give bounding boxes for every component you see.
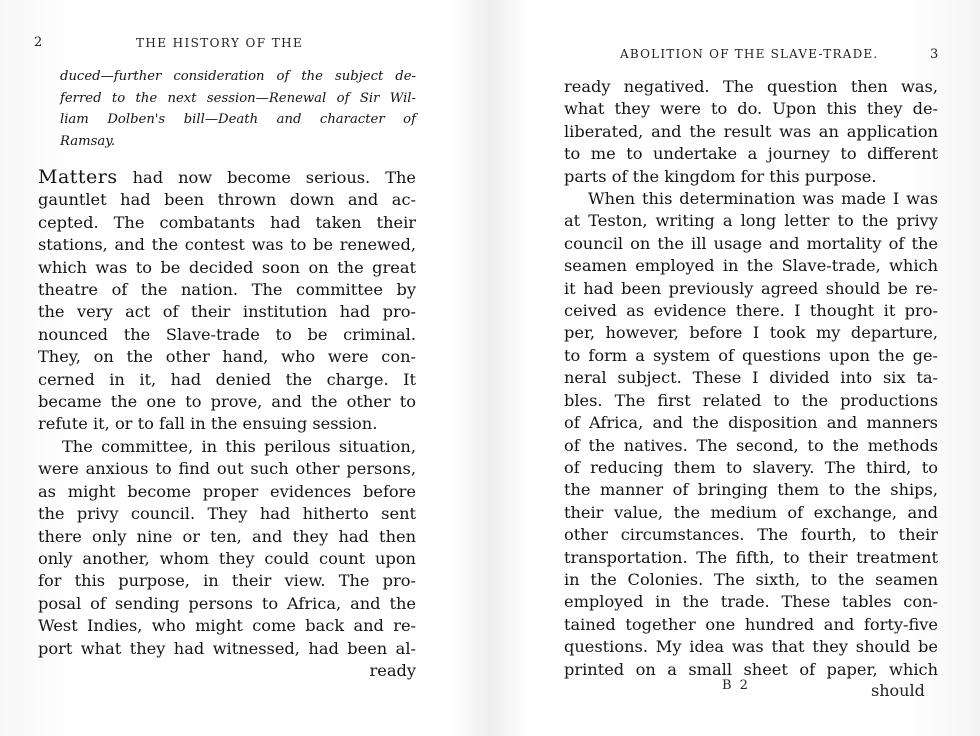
text-line: there only nine or ten, and they had then [38,526,416,546]
text-line: of the natives. The second, to the methods [564,435,938,455]
text-line: were anxious to find out such other persons, [38,459,416,479]
left-body-text [38,166,416,682]
text-line: council on the ill usage and mortality of the [564,233,938,253]
text-line: it had been previously agreed should be re- [564,278,938,298]
summary-line: liam Dolben's bill—Death and character of [60,112,416,127]
text-line: the manner of bringing them to the ships, [564,480,938,500]
catchword: ready [369,660,416,680]
summary-line: ferred to the next session—Renewal of Sir Wil- [60,90,416,106]
text-line: to form a system of questions upon the ge- [564,345,938,365]
text-line: per, however, before I took my departure, [564,323,938,343]
text-line: the privy council. They had hitherto sent [38,504,416,524]
text-line: cepted. The combatants had taken their [38,212,416,232]
text-line: The committee, in this perilous situation, [62,436,416,456]
text-line: refute it, or to fall in the ensuing session. [38,414,378,434]
text-line: became the one to prove, and the other to [38,392,416,412]
first-line-rest: had now become serious. The [117,168,416,187]
text-line: West Indies, who might come back and re- [38,616,416,636]
text-line: port what they had witnessed, had been al- [38,638,416,658]
right-page-number: 3 [930,47,939,62]
text-line: neral subject. These I divided into six ta- [564,368,938,388]
left-running-head: THE HISTORY OF THE [136,36,304,50]
summary-line: duced—further consideration of the subject de- [60,69,416,84]
right-running-head: ABOLITION OF THE SLAVE-TRADE. [620,47,879,61]
text-line: only another, whom they could count upon [38,548,416,568]
text-line: of Africa, and the disposition and manners [564,413,938,433]
text-line: to me to undertake a journey to different [564,144,938,164]
text-line: cerned in it, had denied the charge. It [38,369,416,389]
text-line: seamen employed in the Slave-trade, which [564,256,938,276]
text-line: for this purpose, in their view. The pro- [38,571,416,591]
text-line: They, on the other hand, who were con- [38,347,416,367]
text-line: other circumstances. The fourth, to their [564,525,938,545]
text-line: printed on a small sheet of paper, which [564,659,938,679]
text-line: stations, and the contest was to be renewed, [38,235,416,255]
right-body-text [564,76,938,681]
text-line: as might become proper evidences before [38,481,416,501]
text-line: ceived as evidence there. I thought it pro- [564,301,938,321]
catchword: should [871,681,925,700]
signature-mark: B 2 [722,678,750,693]
text-line: liberated, and the result was an application [564,121,938,141]
text-line: bles. The first related to the productions [564,390,938,410]
dropcap-word: Matters [38,166,118,188]
summary-line: Ramsay. [60,133,116,149]
text-line: at Teston, writing a long letter to the privy [564,211,938,231]
text-line-first [38,166,416,189]
text-line: parts of the kingdom for this purpose. [564,166,877,186]
text-line: of reducing them to slavery. The third, to [564,457,938,477]
text-line: questions. My idea was that they should be [564,637,938,657]
chapter-summary [60,66,416,152]
text-line: the very act of their institution had pro- [38,302,416,322]
text-line: transportation. The fifth, to their treatment [564,547,938,567]
text-line: posal of sending persons to Africa, and the [38,593,416,613]
text-line: their value, the medium of exchange, and [564,502,938,522]
text-line: which was to be decided soon on the great [38,257,416,277]
text-line: When this determination was made I was [588,189,938,209]
right-page [490,0,980,736]
text-line: tained together one hundred and forty-five [564,614,938,634]
text-line: what they were to do. Upon this they de- [564,99,938,119]
text-line: theatre of the nation. The committee by [38,280,416,300]
text-line: in the Colonies. The sixth, to the seamen [564,569,938,589]
text-line: nounced the Slave-trade to be criminal. [38,324,416,344]
text-line: gauntlet had been thrown down and ac- [38,190,416,210]
left-page-number: 2 [34,35,43,50]
text-line: employed in the trade. These tables con- [564,592,938,612]
text-line: ready negatived. The question then was, [564,77,938,96]
